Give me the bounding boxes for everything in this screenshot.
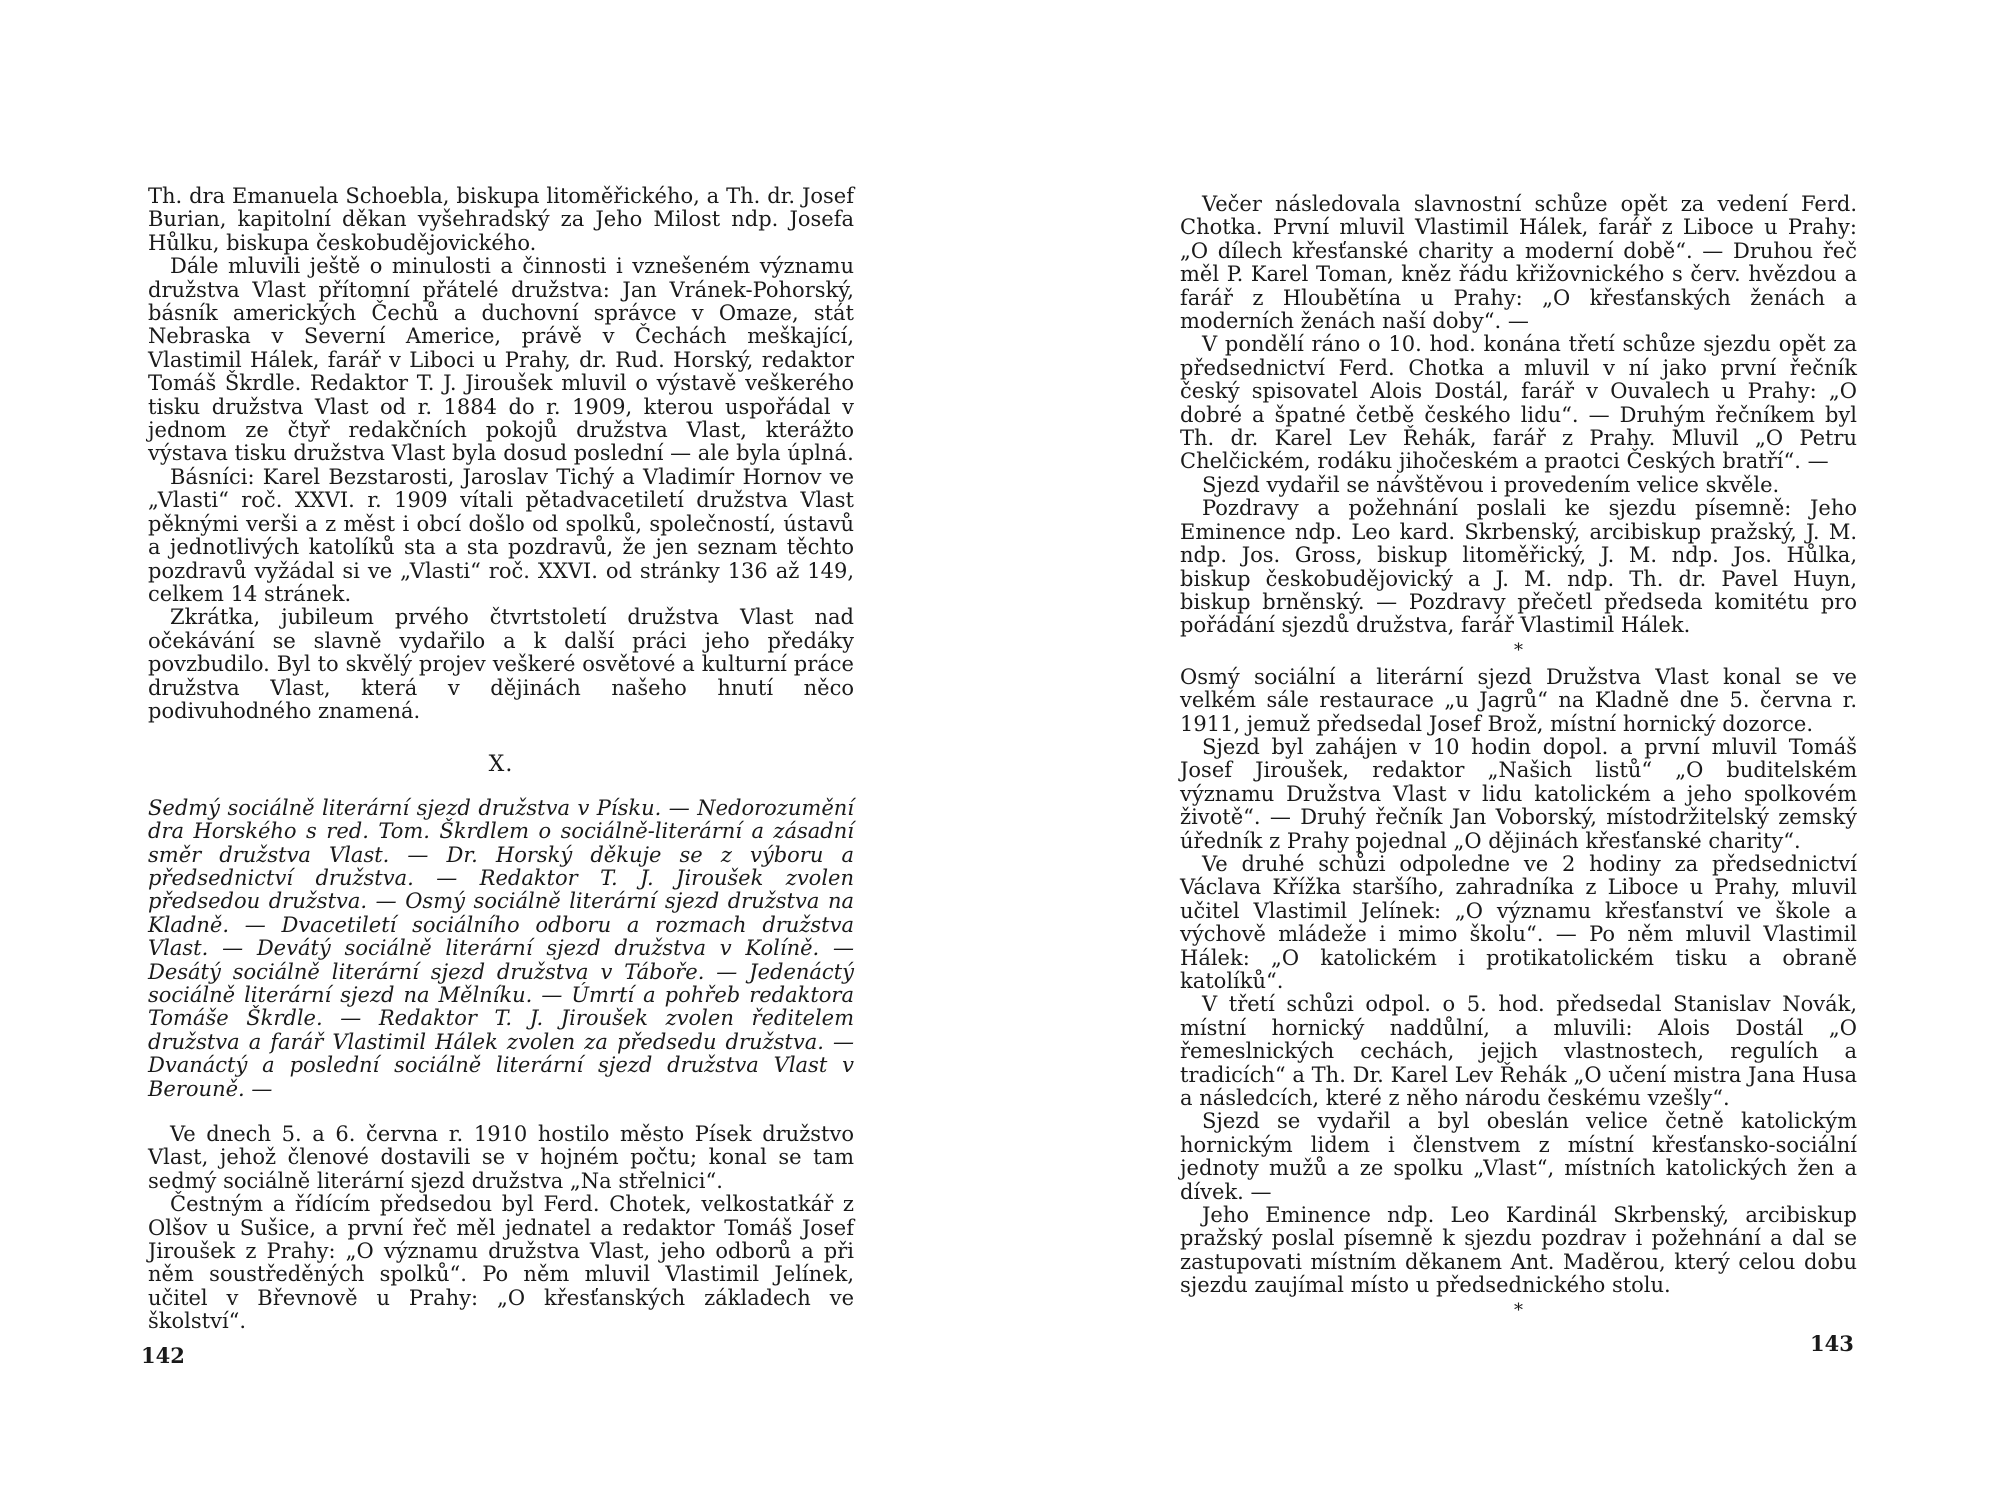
paragraph: Osmý sociální a literární sjezd Družstva Vlast konal se ve velkém sále restaurace „u Jagrů“ na Kladně dne 5. června r. 1911, jemuž předsedal Josef Brož, místní hornický dozorce.	[1180, 664, 1857, 736]
paragraph: Zkrátka, jubileum prvého čtvrtstoletí družstva Vlast nad očekávání se slavně vydařilo a k další práci jeho předáky povzbudilo. Byl to skvělý projev veškeré osvětové a kulturní práce družstva Vlast, která v dějinách našeho hnutí něco podivuhodného znamená.	[148, 605, 854, 723]
section-asterisk: *	[1514, 639, 1523, 661]
paragraph: Básníci: Karel Bezstarosti, Jaroslav Tichý a Vladimír Hornov ve „Vlasti“ roč. XXVI. r. 1909 vítali pětadvacetiletí družstva Vlast pěknými verši a z měst i obcí došlo od spolků, společností, ústavů a jednotlivých katolíků sta a sta pozdravů, že jen seznam těchto pozdravů vyžádal si ve „Vlasti“ roč. XXVI. od stránky 136 až 149, celkem 14 stránek.	[148, 464, 854, 606]
chapter-summary: Sedmý sociálně literární sjezd družstva v Písku. — Nedorozumění dra Horského s red. Tom. Škrdlem o sociálně-literární a zásadní směr družstva Vlast. — Dr. Horský děkuje se z výboru a předsednictví družstva. — Redaktor T. J. Jiroušek zvolen předsedou družstva. — Osmý sociálně literární sjezd družstva na Kladně. — Dvacetiletí sociálního odboru a rozmach družstva Vlast. — Devátý sociálně literární sjezd družstva v Kolíně. — Desátý sociálně literární sjezd družstva v Táboře. — Jedenáctý sociálně literární sjezd na Mělníku. — Úmrtí a pohřeb redaktora Tomáše Škrdle. — Redaktor T. J. Jiroušek zvolen ředitelem družstva a farář Vlastimil Hálek zvolen za předsedu družstva. — Dvanáctý a poslední sociálně literární sjezd družstva Vlast v Berouně. —	[148, 795, 854, 1101]
paragraph: Ve druhé schůzi odpoledne ve 2 hodiny za předsednictví Václava Křížka staršího, zahradníka z Liboce u Prahy, mluvil učitel Vlastimil Jelínek: „O významu křesťanství ve škole a výchově mládeže i mimo školu“. — Po něm mluvil Vlastimil Hálek: „O katolickém i protikatolickém tisku a obraně katolíků“.	[1180, 851, 1857, 993]
right-page	[995, 0, 1990, 1501]
page-number: 143	[1810, 1331, 1854, 1356]
paragraph: Sjezd vydařil se návštěvou i provedením velice skvěle.	[1202, 472, 1780, 497]
paragraph: Čestným a řídícím předsedou byl Ferd. Chotek, velkostatkář z Olšov u Sušice, a první řeč měl jednatel a redaktor Tomáš Josef Jiroušek z Prahy: „O významu družstva Vlast, jeho odborů a při něm soustředěných spolků“. Po něm mluvil Vlastimil Jelínek, učitel v Břevnově u Prahy: „O křesťanských základech ve školství“.	[148, 1192, 854, 1334]
paragraph: Sjezd byl zahájen v 10 hodin dopol. a první mluvil Tomáš Josef Jiroušek, redaktor „Našich listů“ „O buditelském významu Družstva Vlast v lidu katolickém a jeho spolkovém životě“. — Druhý řečník Jan Voborský, místodržitelský zemský úředník z Prahy pojednal „O dějinách křesťanské charity“.	[1180, 734, 1857, 853]
paragraph: Večer následovala slavnostní schůze opět za vedení Ferd. Chotka. První mluvil Vlastimil Hálek, farář z Liboce u Prahy: „O dílech křesťanské charity a moderní době“. — Druhou řeč měl P. Karel Toman, kněz řádu křižovnického s červ. hvězdou a farář z Hloubětína u Prahy: „O křesťanských ženách a moderních ženách naší doby“. —	[1180, 192, 1857, 334]
paragraph: Th. dra Emanuela Schoebla, biskupa litoměřického, a Th. dr. Josef Burian, kapitolní děkan vyšehradský za Jeho Milost ndp. Josefa Hůlku, biskupa českobudějovického.	[148, 184, 854, 255]
left-text-column	[148, 185, 854, 1334]
page-number: 142	[141, 1343, 185, 1368]
paragraph: Pozdravy a požehnání poslali ke sjezdu písemně: Jeho Eminence ndp. Leo kard. Skrbenský, arcibiskup pražský, J. M. ndp. Jos. Gross, biskup litoměřický, J. M. ndp. Jos. Hůlka, biskup českobudějovický a J. M. ndp. Th. dr. Pavel Huyn, biskup brněnský. — Pozdravy přečetl předseda komitétu pro pořádání sjezdů družstva, farář Vlastimil Hálek.	[1180, 496, 1857, 638]
paragraph: V pondělí ráno o 10. hod. konána třetí schůze sjezdu opět za předsednictví Ferd. Chotka a mluvil v ní jako první řečník český spisovatel Alois Dostál, farář v Ouvalech u Prahy: „O dobré a špatné četbě českého lidu“. — Druhým řečníkem byl Th. dr. Karel Lev Řehák, farář z Prahy. Mluvil „O Petru Chelčickém, rodáku jihočeském a praotci Českých bratří“. —	[1180, 332, 1857, 474]
right-text-column	[1180, 193, 1857, 1326]
paragraph: V třetí schůzi odpol. o 5. hod. předsedal Stanislav Novák, místní hornický naddůlní, a mluvili: Alois Dostál „O řemeslnických cechách, jejich vlastnostech, regulích a tradicích“ a Th. Dr. Karel Lev Řehák „O učení mistra Jana Husa a následcích, které z něho národu českému vzešly“.	[1180, 992, 1857, 1111]
chapter-number: X.	[488, 752, 514, 778]
section-asterisk: *	[1514, 1299, 1523, 1321]
paragraph: Dále mluvili ještě o minulosti a činnosti i vznešeném významu družstva Vlast přítomní přátelé družstva: Jan Vránek-Pohorský, básník amerických Čechů a duchovní správce v Omaze, stát Nebraska v Severní Americe, právě v Čechách meškající, Vlastimil Hálek, farář v Liboci u Prahy, dr. Rud. Horský, redaktor Tomáš Škrdle. Redaktor T. J. Jiroušek mluvil o výstavě veškerého tisku družstva Vlast od r. 1884 do r. 1909, kterou uspořádal v jednom ze čtyř redakčních pokojů družstva Vlast, kterážto výstava tisku družstva Vlast byla dosud poslední — ale byla úplná.	[148, 254, 854, 466]
paragraph: Jeho Eminence ndp. Leo Kardinál Skrbenský, arcibiskup pražský poslal písemně k sjezdu pozdrav i požehnání a dal se zastupovati místním děkanem Ant. Maděrou, který celou dobu sjezdu zaujímal místo u předsednického stolu.	[1180, 1203, 1857, 1298]
paragraph: Ve dnech 5. a 6. června r. 1910 hostilo město Písek družstvo Vlast, jehož členové dostavili se v hojném počtu; konal se tam sedmý sociálně literární sjezd družstva „Na střelnici“.	[148, 1122, 854, 1193]
paragraph: Sjezd se vydařil a byl obeslán velice četně katolickým hornickým lidem i členstvem z místní křesťansko-sociální jednoty mužů a ze spolku „Vlast“, místních katolických žen a dívek. —	[1180, 1109, 1857, 1204]
